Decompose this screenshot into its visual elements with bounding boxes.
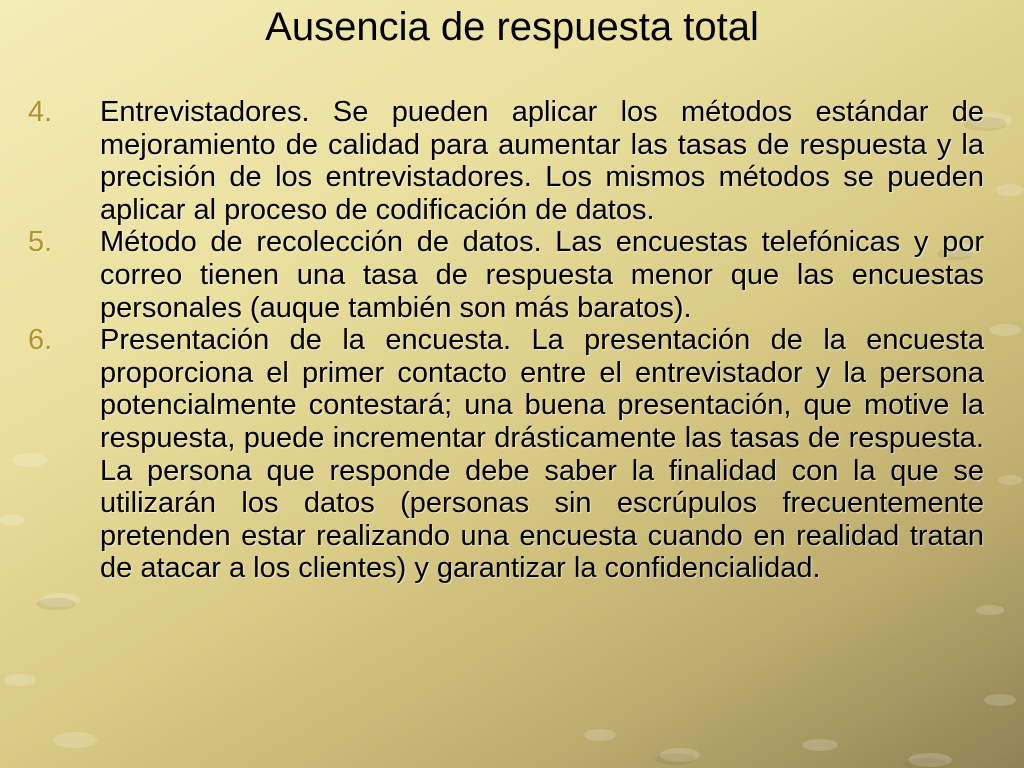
list-item [28,96,984,226]
list-item-text: Presentación de la encuesta. La presentación de la encuesta proporciona el primer contacto entre el entrevistador y la persona potencialmente contestará; una buena presentación, que motive la respuesta, puede incrementar drásticamente las tasas de respuesta. La persona que responde debe saber la finalidad con la que se utilizarán los datos (personas sin escrúpulos frecuentemente pretenden estar realizando una encuesta cuando en realidad tratan de atacar a los clientes) y garantizar la confidencialidad. [100,324,984,585]
list-item [28,226,984,324]
numbered-list [28,96,984,585]
list-item [28,324,984,585]
list-item-number: 5. [28,226,53,259]
list-item-number: 6. [28,324,53,357]
list-item-number: 4. [28,96,53,128]
list-item-text: Método de recolección de datos. Las encuestas telefónicas y por correo tienen una tasa de respuesta menor que las encuestas personales (auque también son más baratos). [100,226,984,324]
list-item-text: Entrevistadores. Se pueden aplicar los métodos estándar de mejoramiento de calidad para aumentar las tasas de respuesta y la precisión de los entrevistadores. Los mismos métodos se pueden aplicar al proceso de codificación de datos. [100,96,984,226]
slide-title: Ausencia de respuesta total [265,5,759,49]
